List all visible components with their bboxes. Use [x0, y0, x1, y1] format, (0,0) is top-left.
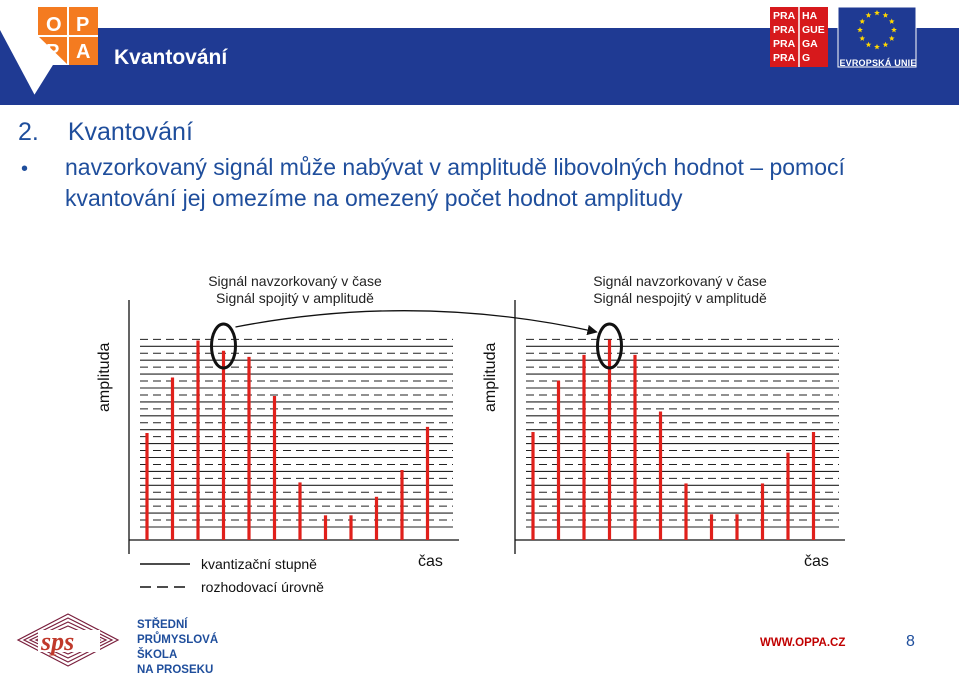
logo-letter-p1: P — [76, 14, 90, 36]
right-chart — [515, 300, 845, 554]
left-chart — [129, 300, 459, 554]
footer-url-link[interactable]: WWW.OPPA.CZ — [760, 637, 846, 649]
school-name-line-3: ŠKOLA — [137, 649, 178, 661]
svg-text:GA: GA — [802, 38, 818, 50]
left-caption-line-1: Signál navzorkovaný v čase — [208, 273, 382, 289]
svg-text:PRA: PRA — [773, 10, 796, 22]
bullet-icon: • — [21, 158, 29, 180]
logo-letter-a: A — [76, 41, 91, 63]
logo-letter-p2: P — [46, 41, 60, 63]
sps-logo — [8, 610, 128, 672]
right-x-axis-label: čas — [804, 553, 829, 570]
right-caption-line-1: Signál navzorkovaný v čase — [593, 273, 767, 289]
page-number: 8 — [906, 633, 915, 650]
svg-text:GUE: GUE — [802, 24, 825, 36]
svg-text:PRA: PRA — [773, 38, 796, 50]
eu-label: EVROPSKÁ UNIE — [839, 58, 917, 68]
bullet-text: navzorkovaný signál může nabývat v amplitudě libovolných hodnot – pomocí kvantování jej omezíme na omezený počet hodnot amplitudy — [65, 154, 845, 211]
school-name-line-2: PRŮMYSLOVÁ — [137, 634, 219, 646]
section-number: 2. — [18, 118, 39, 146]
header-title: Kvantování — [114, 46, 228, 69]
right-caption-line-2: Signál nespojitý v amplitudě — [593, 290, 767, 306]
legend-label-steps: kvantizační stupně — [201, 556, 317, 572]
right-y-axis-label: amplituda — [482, 342, 499, 412]
mapping-arrow — [236, 311, 597, 332]
logo-letter-o: O — [46, 14, 62, 36]
svg-text:G: G — [802, 52, 811, 64]
school-name — [137, 618, 218, 678]
school-name-line-4: NA PROSEKU — [137, 664, 214, 676]
left-caption-line-2: Signál spojitý v amplitudě — [216, 290, 374, 306]
left-y-axis-label: amplituda — [96, 342, 113, 412]
sps-logo-text: sps — [41, 627, 75, 656]
section-name: Kvantování — [67, 118, 193, 146]
svg-text:PRA: PRA — [773, 24, 796, 36]
legend-label-levels: rozhodovací úrovně — [201, 579, 324, 595]
svg-text:HA: HA — [802, 10, 818, 22]
svg-text:PRA: PRA — [773, 52, 796, 64]
school-name-line-1: STŘEDNÍ — [137, 619, 188, 631]
left-x-axis-label: čas — [418, 553, 443, 570]
